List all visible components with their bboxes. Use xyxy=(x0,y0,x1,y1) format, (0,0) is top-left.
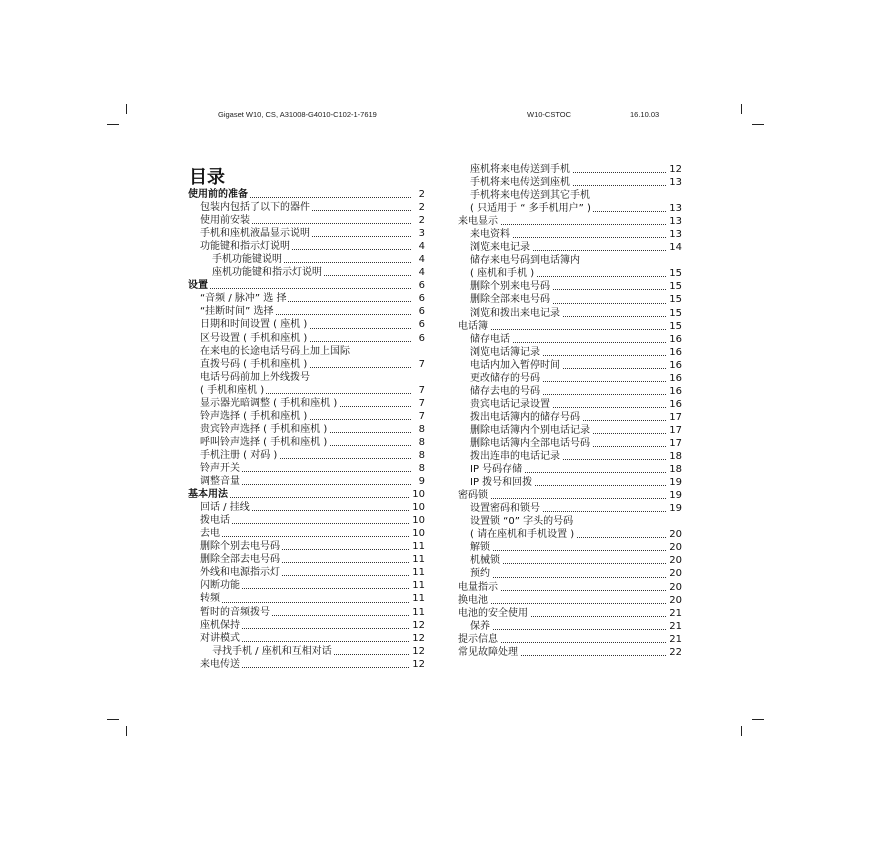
toc-leader xyxy=(470,629,668,630)
toc-entry-page: 10 xyxy=(412,489,425,501)
toc-entry-title: “音频 / 脉冲” 选 择 xyxy=(200,293,287,305)
toc-entry-page: 21 xyxy=(669,620,682,632)
toc-entry-title: 拨出连串的电话记录 xyxy=(470,451,560,463)
toc-entry-title: 包装内包括了以下的器件 xyxy=(200,202,310,214)
toc-entry xyxy=(458,424,682,437)
toc-entry xyxy=(188,606,425,619)
toc-entry-title: 区号设置 ( 手机和座机 ) xyxy=(200,332,308,344)
toc-entry-page: 6 xyxy=(418,319,425,331)
header-code: W10-CSTOC xyxy=(527,110,572,119)
toc-entry-title: 功能键和指示灯说明 xyxy=(200,241,290,253)
toc-entry xyxy=(188,553,425,566)
toc-entry-title: 手机注册 ( 对码 ) xyxy=(200,449,278,461)
toc-entry xyxy=(188,188,425,201)
toc-entry-page: 16 xyxy=(669,385,682,397)
toc-entry xyxy=(458,620,682,633)
toc-entry-page: 11 xyxy=(412,580,425,592)
toc-entry-title: 电话簿 xyxy=(458,320,488,332)
toc-entry-title: 呼叫铃声选择 ( 手机和座机 ) xyxy=(200,436,328,448)
toc-entry-page: 15 xyxy=(669,320,682,332)
toc-entry-page: 15 xyxy=(669,268,682,280)
toc-entry-page: 17 xyxy=(669,424,682,436)
toc-entry xyxy=(188,540,425,553)
toc-entry-page: 22 xyxy=(669,646,682,658)
toc-entry-page: 11 xyxy=(412,541,425,553)
toc-entry-title: 座机将来电传送到手机 xyxy=(470,164,570,175)
toc-entry xyxy=(458,489,682,502)
toc-entry-title: 电话号码前加上外线拨号 xyxy=(200,371,310,383)
toc-entry xyxy=(458,411,682,424)
toc-entry-title: 座机保持 xyxy=(200,619,240,631)
toc-entry-title: 外线和电源指示灯 xyxy=(200,567,280,579)
toc-entry-title: 铃声选择 ( 手机和座机 ) xyxy=(200,410,308,422)
toc-entry-page: 19 xyxy=(669,490,682,502)
toc-leader xyxy=(200,602,411,603)
toc-entry-title: 回话 / 挂线 xyxy=(200,502,250,514)
toc-entry xyxy=(458,554,682,567)
toc-entry xyxy=(188,632,425,645)
toc-entry-page: 10 xyxy=(412,528,425,540)
toc-entry-page: 19 xyxy=(669,503,682,515)
toc-entry-title: IP 号码存储 xyxy=(470,464,523,476)
toc-entry xyxy=(458,437,682,450)
toc-entry xyxy=(458,293,682,306)
toc-leader xyxy=(470,550,668,551)
toc-entry xyxy=(188,579,425,592)
toc-entry-page: 9 xyxy=(418,476,425,488)
toc-entry-title: ( 手机和座机 ) xyxy=(200,384,265,396)
toc-entry-title: 手机功能键说明 xyxy=(212,254,282,266)
toc-entry xyxy=(458,189,682,202)
toc-entry xyxy=(188,227,425,240)
toc-entry xyxy=(458,333,682,346)
toc-entry xyxy=(458,463,682,476)
toc-entry xyxy=(458,476,682,489)
toc-entry xyxy=(188,214,425,227)
toc-entry-title: 来电资料 xyxy=(470,229,510,241)
toc-entry-title: 转频 xyxy=(200,593,220,605)
toc-entry xyxy=(458,228,682,241)
toc-entry-page: 21 xyxy=(669,607,682,619)
toc-entry xyxy=(458,528,682,541)
toc-entry-page: 16 xyxy=(669,372,682,384)
toc-entry xyxy=(458,385,682,398)
toc-entry-title: 预约 xyxy=(470,568,490,580)
toc-entry-title: 闪断功能 xyxy=(200,580,240,592)
toc-right-column xyxy=(458,163,682,659)
toc-entry xyxy=(188,253,425,266)
toc-entry xyxy=(188,384,425,397)
toc-entry-title: 手机将来电传送到座机 xyxy=(470,177,570,189)
toc-entry-title: 铃声开关 xyxy=(200,462,240,474)
toc-entry-page: 20 xyxy=(669,568,682,580)
toc-entry-page: 12 xyxy=(412,632,425,644)
toc-entry-page: 8 xyxy=(418,449,425,461)
toc-entry-page: 20 xyxy=(669,555,682,567)
toc-entry xyxy=(458,346,682,359)
toc-entry-title: 拨出电话簿内的储存号码 xyxy=(470,411,580,423)
toc-entry-page: 14 xyxy=(669,242,682,254)
toc-entry xyxy=(458,307,682,320)
toc-entry-title: 浏览来电记录 xyxy=(470,242,530,254)
toc-entry xyxy=(458,320,682,333)
toc-entry-page: 13 xyxy=(669,203,682,215)
crop-mark xyxy=(107,719,119,720)
toc-entry xyxy=(188,501,425,514)
toc-entry xyxy=(458,450,682,463)
toc-entry xyxy=(458,567,682,580)
toc-entry-title: 机械锁 xyxy=(470,555,500,567)
toc-entry-title: 更改储存的号码 xyxy=(470,372,540,384)
toc-entry-page: 4 xyxy=(418,267,425,279)
toc-entry-title: 手机将来电传送到其它手机 xyxy=(470,190,590,202)
toc-entry xyxy=(458,515,682,528)
toc-entry xyxy=(188,488,425,501)
toc-entry-page: 13 xyxy=(669,216,682,228)
toc-entry-title: 电池的安全使用 xyxy=(458,607,528,619)
toc-entry-title: 座机功能键和指示灯说明 xyxy=(212,267,322,279)
toc-entry-page: 7 xyxy=(418,384,425,396)
crop-mark xyxy=(126,726,127,736)
toc-entry-page: 11 xyxy=(412,554,425,566)
toc-entry-title: 浏览和拨出来电记录 xyxy=(470,307,560,319)
toc-entry-title: 设置密码和锁号 xyxy=(470,503,540,515)
toc-entry-page: 6 xyxy=(418,280,425,292)
toc-entry xyxy=(458,372,682,385)
toc-entry xyxy=(188,619,425,632)
toc-entry-title: 删除个别来电号码 xyxy=(470,281,550,293)
toc-entry-title: ( 请在座机和手机设置 ) xyxy=(470,529,575,541)
toc-entry-page: 20 xyxy=(669,594,682,606)
toc-entry-title: 寻找手机 / 座机和互相对话 xyxy=(212,645,332,657)
toc-entry-title: 保养 xyxy=(470,620,490,632)
toc-entry-page: 16 xyxy=(669,398,682,410)
toc-entry xyxy=(188,332,425,345)
toc-entry-page: 19 xyxy=(669,477,682,489)
toc-entry-title: 删除电话簿内全部电话号码 xyxy=(470,437,590,449)
toc-entry xyxy=(458,163,682,176)
crop-mark xyxy=(126,104,127,114)
toc-entry-page: 7 xyxy=(418,397,425,409)
toc-entry xyxy=(458,398,682,411)
toc-entry xyxy=(458,267,682,280)
toc-entry-page: 2 xyxy=(418,215,425,227)
toc-entry-title: 调整音量 xyxy=(200,476,240,488)
toc-entry xyxy=(188,318,425,331)
toc-entry xyxy=(188,462,425,475)
toc-entry xyxy=(188,436,425,449)
header-date: 16.10.03 xyxy=(630,110,660,119)
toc-entry-page: 3 xyxy=(418,228,425,240)
toc-entry-title: 储存电话 xyxy=(470,333,510,345)
toc-entry-page: 13 xyxy=(669,229,682,241)
toc-entry-page: 10 xyxy=(412,515,425,527)
toc-entry xyxy=(188,645,425,658)
toc-entry-title: 储存来电号码到电话簿内 xyxy=(470,255,580,267)
toc-entry-title: 基本用法 xyxy=(188,489,228,501)
toc-entry-title: 显示器光暗调整 ( 手机和座机 ) xyxy=(200,397,338,409)
toc-entry-page: 16 xyxy=(669,346,682,358)
toc-entry xyxy=(458,502,682,515)
crop-mark xyxy=(752,719,764,720)
page-title: 目录 xyxy=(189,167,225,188)
toc-entry-title: 日期和时间设置 ( 座机 ) xyxy=(200,319,308,331)
toc-entry xyxy=(188,514,425,527)
toc-entry-title: 直拨号码 ( 手机和座机 ) xyxy=(200,358,308,370)
toc-entry-title: ( 只适用于 “ 多手机用户” ) xyxy=(470,203,591,215)
toc-entry-page: 15 xyxy=(669,294,682,306)
toc-entry xyxy=(458,215,682,228)
toc-entry xyxy=(188,371,425,384)
toc-entry-page: 16 xyxy=(669,333,682,345)
toc-entry-title: 换电池 xyxy=(458,594,488,606)
toc-entry xyxy=(458,176,682,189)
crop-mark xyxy=(107,124,119,125)
crop-mark xyxy=(741,726,742,736)
toc-entry-page: 12 xyxy=(412,619,425,631)
toc-entry xyxy=(188,266,425,279)
toc-entry xyxy=(188,423,425,436)
toc-entry-title: ( 座机和手机 ) xyxy=(470,268,535,280)
toc-entry-page: 6 xyxy=(418,293,425,305)
toc-entry-page: 17 xyxy=(669,437,682,449)
toc-entry-title: 拨电话 xyxy=(200,515,230,527)
toc-entry xyxy=(458,581,682,594)
toc-entry xyxy=(188,410,425,423)
toc-leader xyxy=(200,536,411,537)
toc-entry xyxy=(458,607,682,620)
toc-leader xyxy=(188,288,411,289)
toc-entry-title: 电量指示 xyxy=(458,581,498,593)
toc-entry-title: 删除全部去电号码 xyxy=(200,554,280,566)
toc-entry xyxy=(188,449,425,462)
toc-entry-page: 6 xyxy=(418,306,425,318)
header-doc-id: Gigaset W10, CS, A31008-G4010-C102-1-7619 xyxy=(218,110,377,119)
toc-entry xyxy=(458,359,682,372)
toc-entry-title: 删除电话簿内个别电话记录 xyxy=(470,424,590,436)
toc-entry-title: 去电 xyxy=(200,528,220,540)
toc-entry-title: 使用前的准备 xyxy=(188,189,248,200)
toc-entry-page: 20 xyxy=(669,529,682,541)
toc-entry xyxy=(188,201,425,214)
toc-entry-page: 20 xyxy=(669,542,682,554)
toc-entry-title: 对讲模式 xyxy=(200,632,240,644)
toc-entry-title: 手机和座机液晶显示说明 xyxy=(200,228,310,240)
toc-entry-page: 2 xyxy=(418,189,425,200)
toc-entry-page: 4 xyxy=(418,241,425,253)
toc-entry-page: 11 xyxy=(412,593,425,605)
toc-entry xyxy=(458,280,682,293)
toc-entry-page: 8 xyxy=(418,423,425,435)
toc-entry-title: 解锁 xyxy=(470,542,490,554)
toc-entry-title: 删除全部来电号码 xyxy=(470,294,550,306)
toc-entry xyxy=(458,541,682,554)
toc-entry-page: 16 xyxy=(669,359,682,371)
toc-entry xyxy=(458,633,682,646)
toc-entry-page: 20 xyxy=(669,581,682,593)
toc-entry-title: 设置锁 “0” 字头的号码 xyxy=(470,516,574,528)
toc-entry-title: 删除个别去电号码 xyxy=(200,541,280,553)
toc-entry-page: 8 xyxy=(418,436,425,448)
toc-entry xyxy=(188,397,425,410)
toc-entry-page: 11 xyxy=(412,567,425,579)
toc-entry-page: 15 xyxy=(669,307,682,319)
toc-entry-page: 7 xyxy=(418,358,425,370)
toc-entry-title: 浏览电话簿记录 xyxy=(470,346,540,358)
toc-entry-page: 6 xyxy=(418,332,425,344)
toc-entry xyxy=(188,475,425,488)
toc-entry-page: 2 xyxy=(418,202,425,214)
toc-entry xyxy=(188,592,425,605)
toc-entry-page: 17 xyxy=(669,411,682,423)
toc-entry xyxy=(458,202,682,215)
toc-entry-title: “挂断时间” 选择 xyxy=(200,306,274,318)
toc-entry-page: 18 xyxy=(669,464,682,476)
toc-entry-page: 21 xyxy=(669,633,682,645)
crop-mark xyxy=(752,124,764,125)
toc-entry-page: 18 xyxy=(669,451,682,463)
crop-mark xyxy=(741,104,742,114)
toc-entry-page: 10 xyxy=(412,502,425,514)
toc-leader xyxy=(470,577,668,578)
toc-entry-title: 电话内加入暂停时间 xyxy=(470,359,560,371)
toc-entry-page: 12 xyxy=(412,658,425,670)
toc-entry-page: 15 xyxy=(669,281,682,293)
toc-entry-page: 8 xyxy=(418,462,425,474)
toc-entry-title: 常见故障处理 xyxy=(458,646,518,658)
toc-entry-page: 12 xyxy=(412,645,425,657)
toc-entry xyxy=(188,345,425,358)
toc-entry-title: 储存去电的号码 xyxy=(470,385,540,397)
toc-entry-title: IP 拨号和回拨 xyxy=(470,477,533,489)
toc-entry-title: 来电传送 xyxy=(200,658,240,670)
toc-entry-title: 来电显示 xyxy=(458,216,498,228)
toc-entry-page: 12 xyxy=(669,164,682,175)
toc-entry-title: 贵宾电话记录设置 xyxy=(470,398,550,410)
toc-entry-page: 11 xyxy=(412,606,425,618)
toc-entry xyxy=(188,566,425,579)
toc-entry-title: 设置 xyxy=(188,280,208,292)
toc-entry xyxy=(188,279,425,292)
toc-entry xyxy=(188,292,425,305)
toc-entry xyxy=(188,658,425,671)
toc-entry-title: 提示信息 xyxy=(458,633,498,645)
toc-entry-title: 暂时的音频拨号 xyxy=(200,606,270,618)
toc-entry xyxy=(458,254,682,267)
toc-entry-page: 4 xyxy=(418,254,425,266)
toc-entry xyxy=(188,358,425,371)
toc-entry-page: 13 xyxy=(669,177,682,189)
toc-entry-title: 使用前安装 xyxy=(200,215,250,227)
toc-entry-page: 7 xyxy=(418,410,425,422)
toc-entry xyxy=(458,646,682,659)
toc-entry xyxy=(188,305,425,318)
toc-entry xyxy=(458,594,682,607)
toc-entry xyxy=(458,241,682,254)
toc-entry-title: 密码锁 xyxy=(458,490,488,502)
toc-entry-title: 在来电的长途电话号码上加上国际 xyxy=(200,345,350,357)
toc-entry xyxy=(188,240,425,253)
toc-entry-title: 贵宾铃声选择 ( 手机和座机 ) xyxy=(200,423,328,435)
toc-entry xyxy=(188,527,425,540)
toc-left-column xyxy=(188,188,425,671)
